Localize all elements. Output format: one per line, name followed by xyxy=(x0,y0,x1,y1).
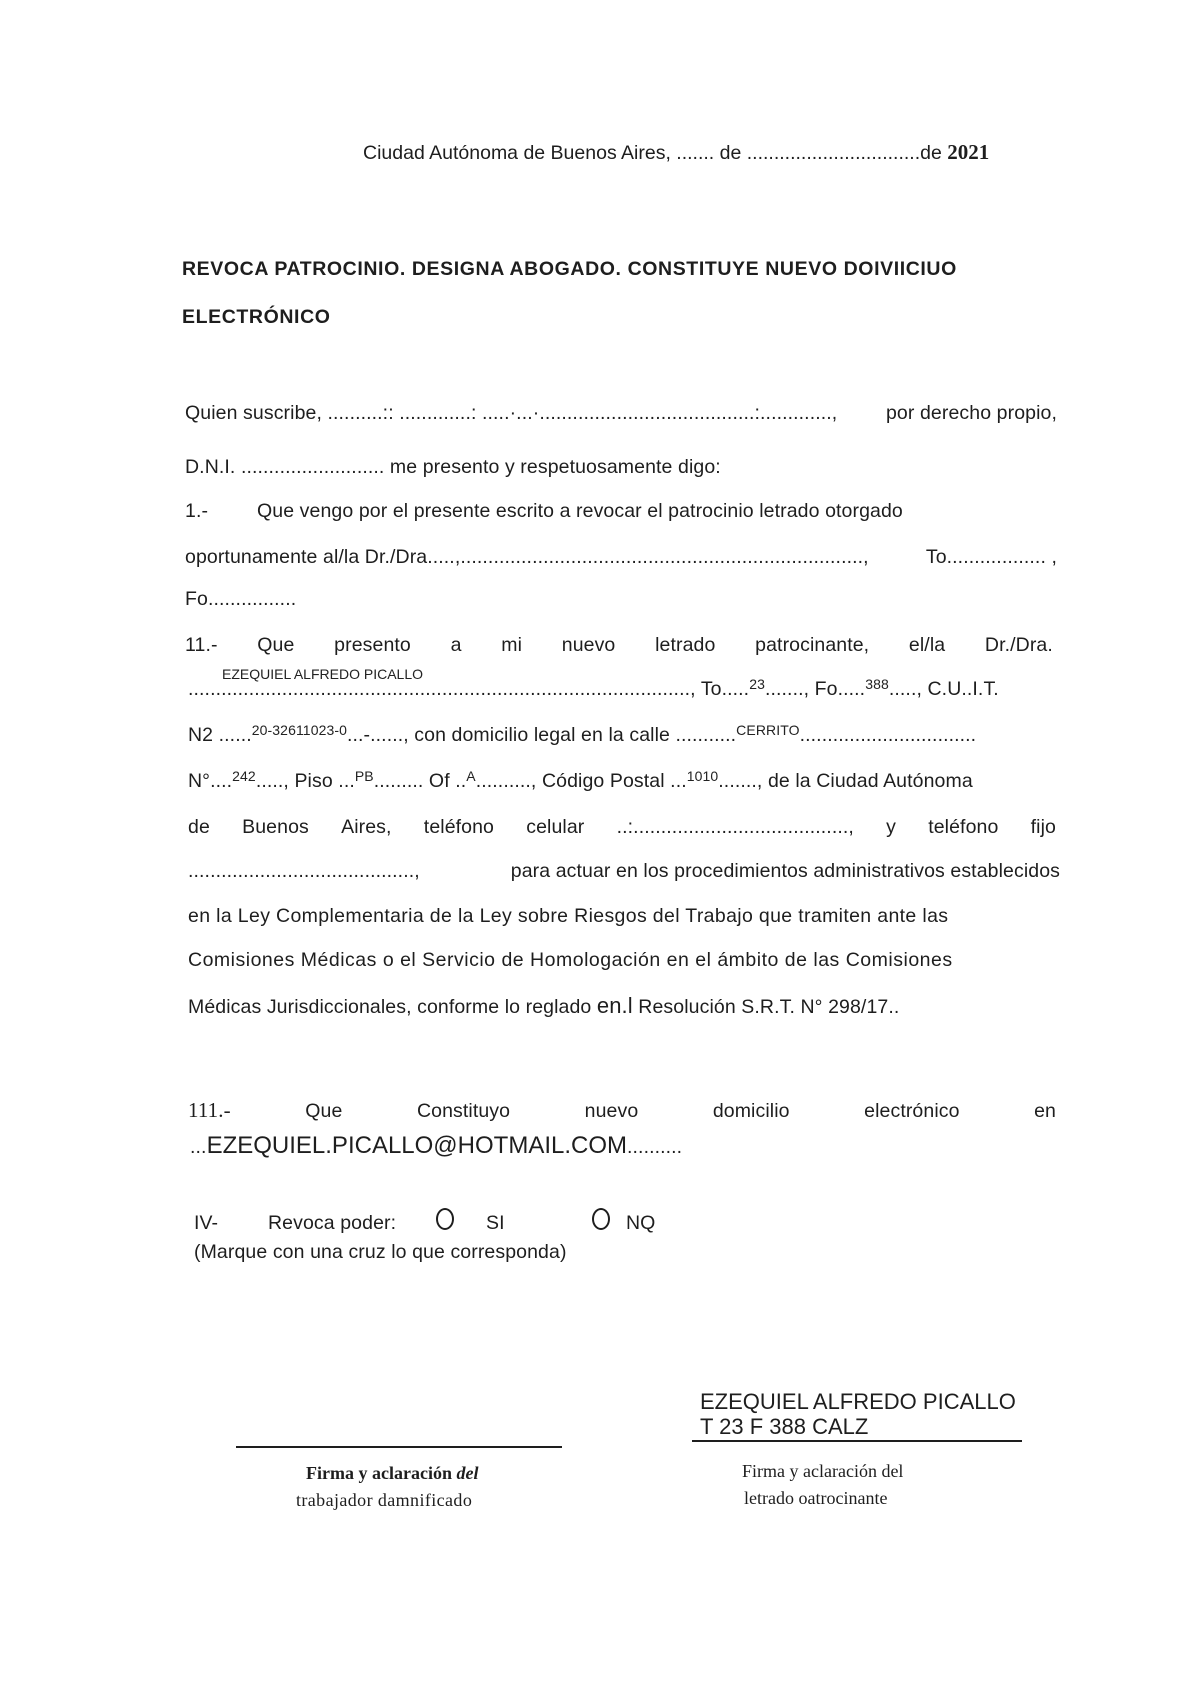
item2-text-line2 xyxy=(188,678,999,701)
phone-word: teléfono xyxy=(423,816,494,838)
radio-circle-icon xyxy=(592,1208,610,1230)
item3-word: Constituyo xyxy=(416,1100,511,1122)
item2-word: presento xyxy=(334,634,411,656)
radio-no[interactable] xyxy=(592,1208,610,1232)
lawyer-stamp-name: EZEQUIEL ALFREDO PICALLO xyxy=(700,1389,1016,1414)
item2-text-line6 xyxy=(188,860,1060,883)
phone-word: celular xyxy=(526,816,585,838)
signer-capacity: por derecho propio, xyxy=(885,402,1057,424)
lawyer-signature-caption: Firma y aclaración del xyxy=(742,1461,904,1481)
item3-word: domicilio xyxy=(712,1100,790,1122)
option-si-label: SI xyxy=(486,1212,505,1234)
place-date-line xyxy=(363,140,989,165)
floor-label: ....., Piso ... xyxy=(255,770,355,792)
item1-folio: Fo................ xyxy=(185,588,297,610)
item3-number: 111.- xyxy=(188,1098,231,1122)
item1-previous-lawyer: oportunamente al/la Dr./Dra.....,........................................................................., xyxy=(185,546,869,568)
regulation-article: en.l xyxy=(596,993,633,1018)
document-title-line2: ELECTRÓNICO xyxy=(182,306,331,328)
item3-word: electrónico xyxy=(864,1100,960,1122)
folio-value: 388 xyxy=(865,676,889,692)
office-value: A xyxy=(466,768,476,784)
tomo-value: 23 xyxy=(749,676,765,692)
item3-word: nuevo xyxy=(584,1100,639,1122)
landline-blank: ........................................., xyxy=(188,860,420,882)
item1-text-line1: Que vengo por el presente escrito a revocar el patrocinio letrado otorgado xyxy=(257,500,903,522)
address-label: ...-......, con domicilio legal en la calle ........... xyxy=(347,724,737,746)
phone-word: y xyxy=(886,816,896,838)
purpose-text: para actuar en los procedimientos administrativos establecidos xyxy=(510,860,1060,882)
item2-word: Que xyxy=(257,634,295,656)
item4-number: IV- xyxy=(194,1212,219,1234)
item2-text-line1 xyxy=(185,634,1053,657)
item2-word: 11.- xyxy=(185,634,218,656)
item4-instruction: (Marque con una cruz lo que corresponda) xyxy=(194,1241,567,1263)
item3-word: Que xyxy=(305,1100,343,1122)
lawyer-signature-caption-line2: letrado oatrocinante xyxy=(744,1488,888,1508)
item2-word: a xyxy=(450,634,462,656)
phone-word: teléfono xyxy=(928,816,999,838)
item1-tomo: To.................. , xyxy=(925,546,1057,568)
signer-name-blank: Quien suscribe, ..........:: .............: .....·...·.......................................:............., xyxy=(185,402,838,424)
year: 2021 xyxy=(947,140,990,164)
phone-word: de xyxy=(188,816,210,838)
radio-si[interactable] xyxy=(436,1208,454,1232)
email-dots-left: ... xyxy=(190,1136,207,1158)
item2-word: el/la xyxy=(908,634,946,656)
city-text: ......., de la Ciudad Autónoma xyxy=(718,770,973,792)
n2-label: N2 ...... xyxy=(188,724,252,746)
worker-caption-italic: del xyxy=(456,1463,479,1483)
item2-word: Dr./Dra. xyxy=(984,634,1053,656)
postal-code-label: .........., Código Postal ... xyxy=(475,770,687,792)
office-label: ......... Of .. xyxy=(373,770,467,792)
phone-word: Aires, xyxy=(341,816,392,838)
street-value: CERRITO xyxy=(736,722,800,738)
item1-number: 1.- xyxy=(185,500,209,522)
signer-line xyxy=(185,402,1057,425)
lawyer-signature-line xyxy=(692,1440,1022,1442)
worker-signature-caption xyxy=(306,1463,478,1484)
email-line xyxy=(190,1132,682,1160)
revoke-power-label: Revoca poder: xyxy=(268,1212,397,1234)
phone-word: ..:......................................., xyxy=(616,816,854,838)
lawyer-stamp-registration: T 23 F 388 CALZ xyxy=(700,1414,869,1439)
street-dots: ................................ xyxy=(799,724,977,746)
worker-caption-text: Firma y aclaración xyxy=(306,1463,452,1483)
worker-signature-line xyxy=(236,1446,562,1448)
new-lawyer-name-handwritten: EZEQUIEL ALFREDO PICALLO xyxy=(222,666,423,682)
phone-word: Buenos xyxy=(242,816,309,838)
item2-text-line8: Comisiones Médicas o el Servicio de Homologación en el ámbito de las Comisiones xyxy=(188,949,953,971)
electronic-address: EZEQUIEL.PICALLO@HOTMAIL.COM xyxy=(206,1132,628,1159)
worker-signature-caption-line2: trabajador damnificado xyxy=(296,1490,473,1510)
resolution-reference: Resolución S.R.T. N° 298/17.. xyxy=(638,996,900,1018)
email-dots-right: .......... xyxy=(627,1136,683,1158)
item2-word: nuevo xyxy=(561,634,616,656)
regulation-text: Médicas Jurisdiccionales, conforme lo reglado xyxy=(188,996,592,1018)
item3-word: en xyxy=(1034,1100,1056,1122)
option-no-label: NQ xyxy=(626,1212,656,1234)
cuit-value: 20-32611023-0 xyxy=(251,722,347,738)
document-title-line1: REVOCA PATROCINIO. DESIGNA ABOGADO. CONSTITUYE NUEVO DOIVIICIUO xyxy=(182,258,957,280)
item2-text-line3 xyxy=(188,724,976,747)
new-lawyer-name-blank: ..........................................................................................., xyxy=(188,678,696,700)
radio-circle-icon xyxy=(436,1208,454,1230)
item2-text-line9 xyxy=(188,993,899,1019)
folio-label: ......., Fo..... xyxy=(764,678,866,700)
place-date-text: Ciudad Autónoma de Buenos Aires, ....... de ................................de xyxy=(363,142,948,164)
item2-word: letrado xyxy=(655,634,716,656)
item2-text-line4 xyxy=(188,770,973,793)
dni-line: D.N.I. .......................... me presento y respetuosamente digo: xyxy=(185,456,721,478)
item2-word: mi xyxy=(501,634,523,656)
phone-word: fijo xyxy=(1030,816,1056,838)
cuit-label: ....., C.U..I.T. xyxy=(888,678,999,700)
floor-value: PB xyxy=(354,768,374,784)
item2-text-line5 xyxy=(188,816,1056,839)
item2-text-line7: en la Ley Complementaria de la Ley sobre Riesgos del Trabajo que tramiten ante las xyxy=(188,905,949,927)
postal-code-value: 1010 xyxy=(686,768,719,784)
item2-word: patrocinante, xyxy=(755,634,870,656)
item1-text-line2 xyxy=(185,546,1057,569)
number-label: N°.... xyxy=(188,770,233,792)
item3-text-line1 xyxy=(188,1098,1056,1123)
tomo-label: To..... xyxy=(700,678,750,700)
street-number-value: 242 xyxy=(232,768,256,784)
